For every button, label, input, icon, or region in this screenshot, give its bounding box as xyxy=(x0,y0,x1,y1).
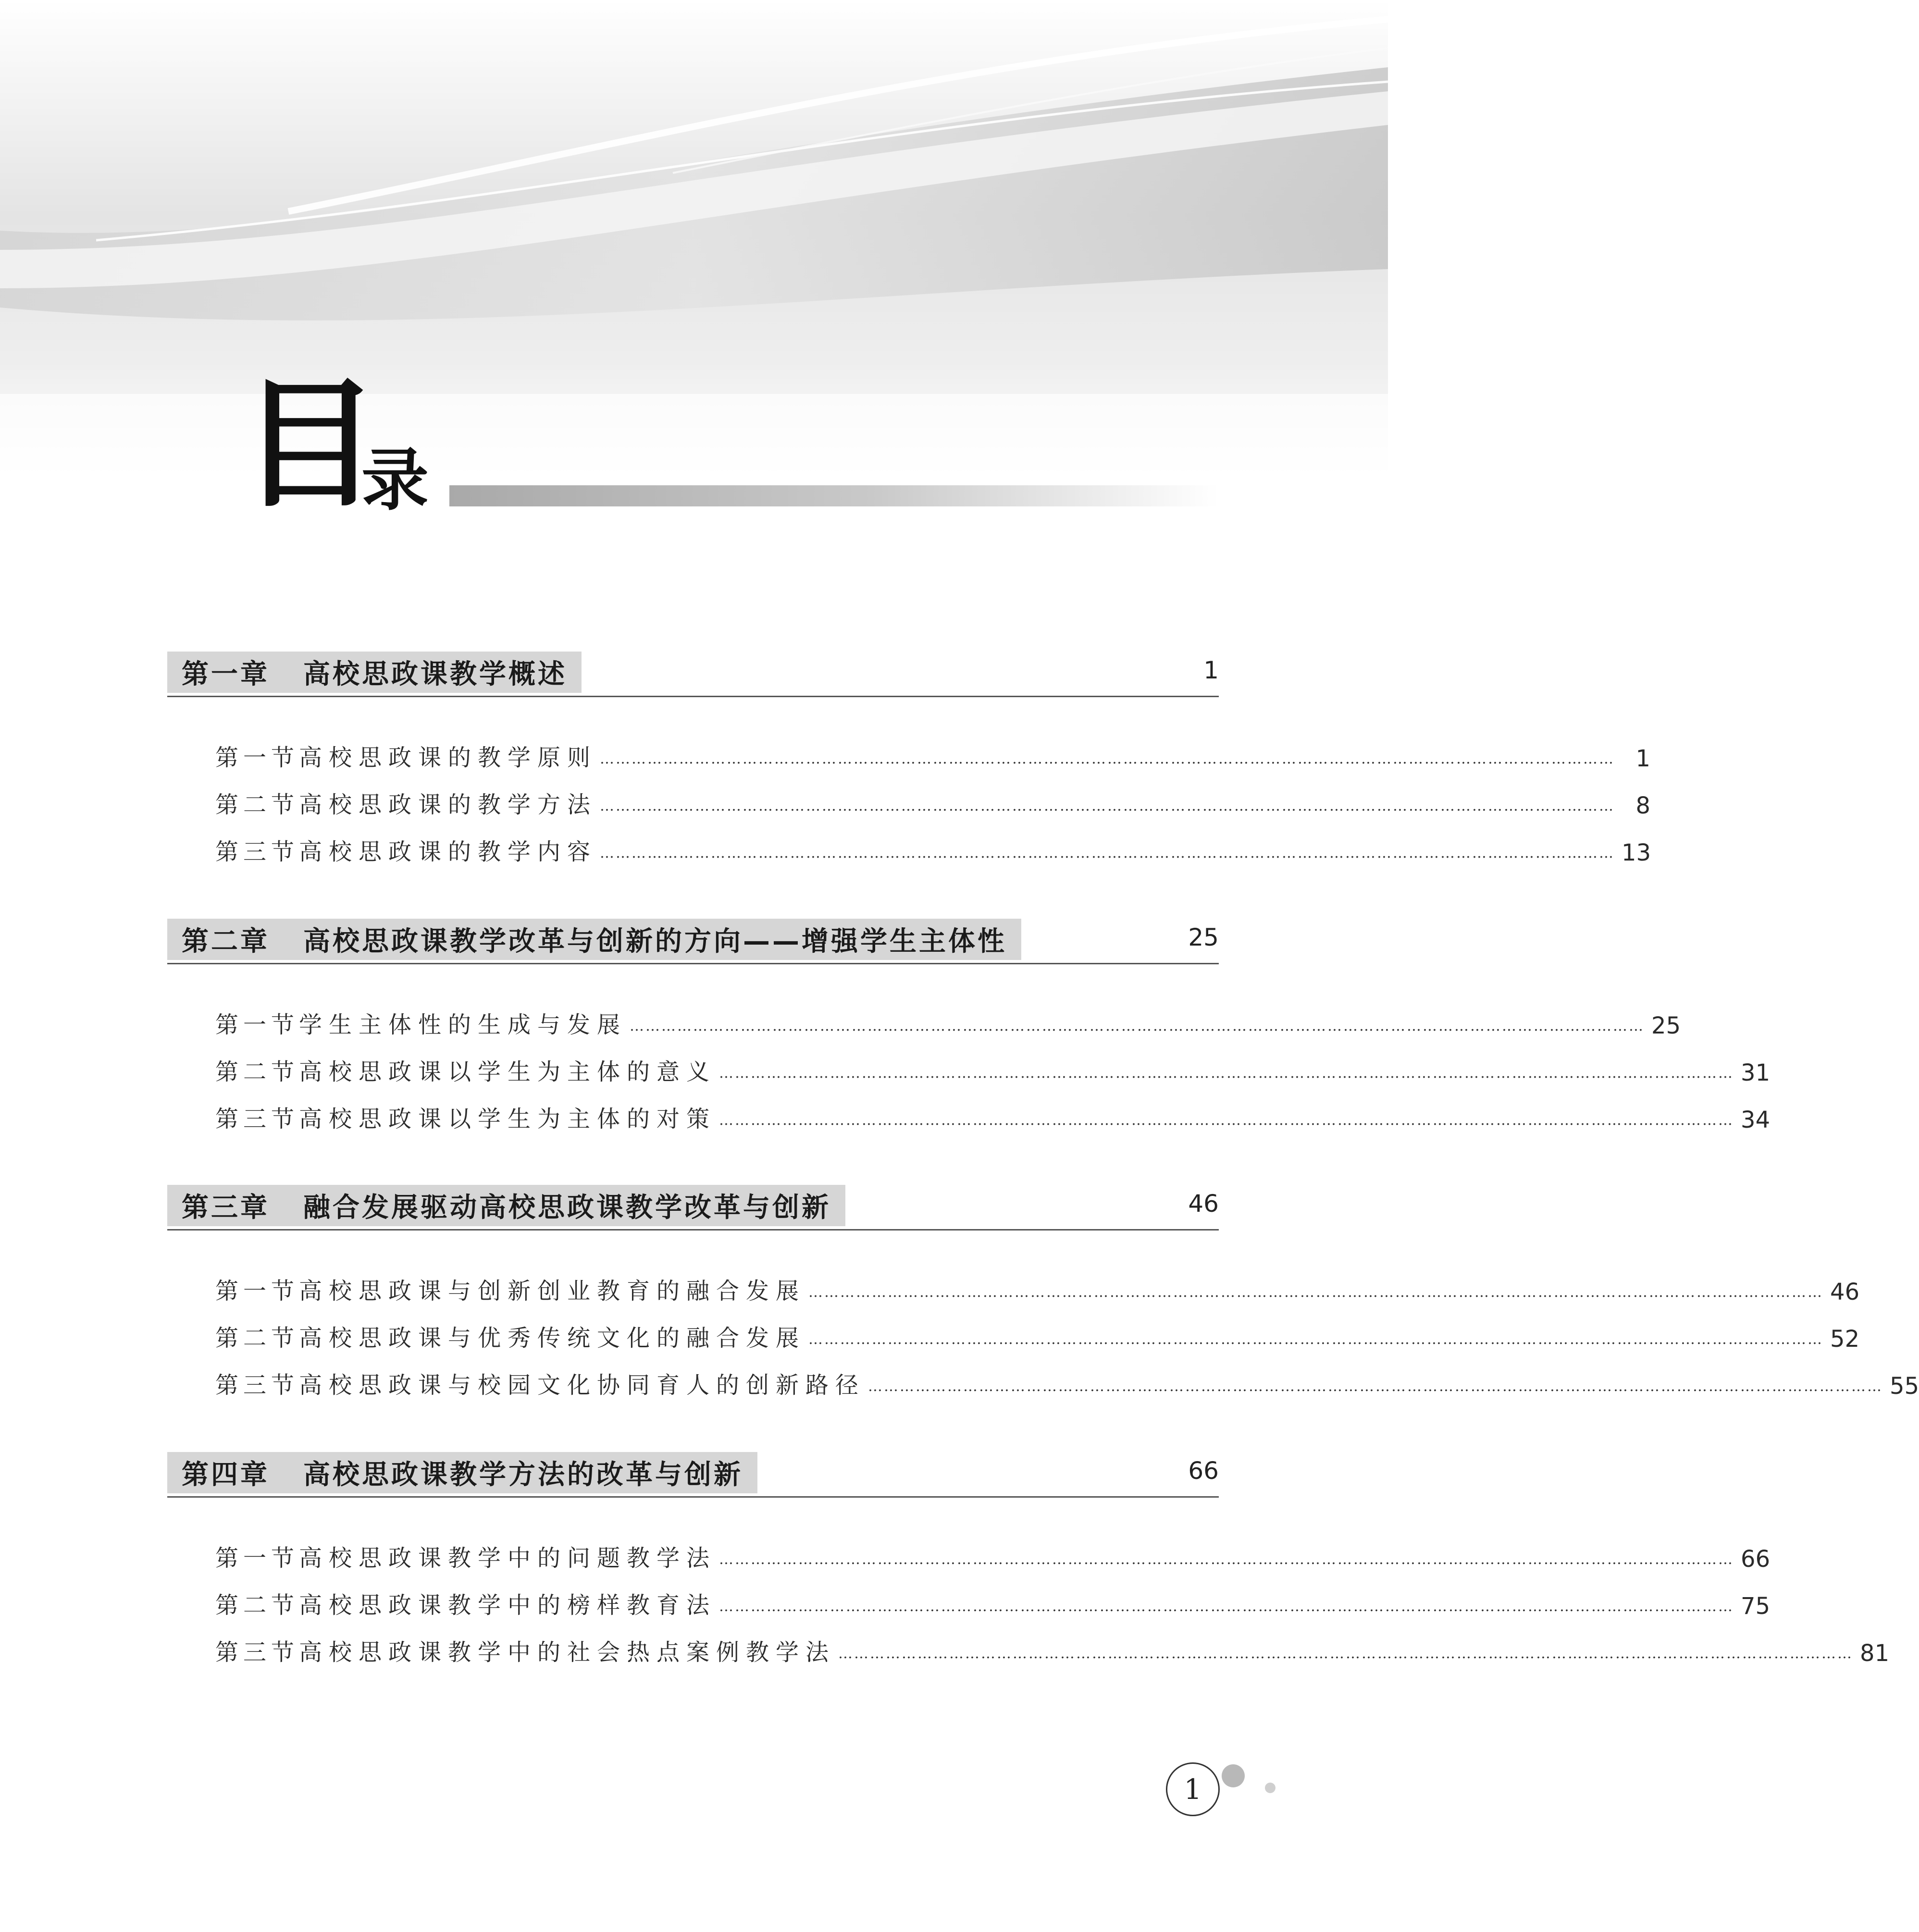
section-title: 高校思政课以学生为主体的意义 xyxy=(299,1058,717,1085)
chapter-label[interactable] xyxy=(167,1185,845,1226)
chapter-page: 66 xyxy=(1188,1457,1219,1485)
toc-entry[interactable] xyxy=(167,1526,1770,1573)
chapter-page: 25 xyxy=(1188,923,1219,951)
section-list xyxy=(167,992,1770,1133)
section-number: 第二节 xyxy=(215,1592,299,1619)
toc-entry[interactable] xyxy=(167,1573,1770,1620)
chapter-title: 高校思政课教学改革与创新的方向——增强学生主体性 xyxy=(303,926,1007,957)
section-page: 25 xyxy=(1651,1012,1681,1039)
chapter-label[interactable] xyxy=(167,652,582,693)
title-underline-bar xyxy=(449,485,1218,506)
toc-entry[interactable] xyxy=(167,1039,1770,1086)
leader-dots: ………………………………………………………………………………………………………………………………………………………………………… xyxy=(808,1331,1824,1348)
section-number: 第三节 xyxy=(215,1372,299,1399)
leader-dots: ………………………………………………………………………………………………………………………………………………………………………… xyxy=(868,1378,1883,1395)
toc-title-sub: 录 xyxy=(361,441,429,520)
section-page: 8 xyxy=(1635,792,1651,819)
toc-entry[interactable] xyxy=(167,725,1651,772)
chapter-label[interactable] xyxy=(167,1452,757,1493)
section-number: 第二节 xyxy=(215,791,299,818)
toc-entry[interactable] xyxy=(167,772,1651,819)
toc-title-main: 目 xyxy=(240,363,380,526)
section-page: 52 xyxy=(1830,1326,1860,1353)
section-page: 55 xyxy=(1890,1373,1919,1400)
toc-entry[interactable] xyxy=(167,1086,1770,1133)
toc-entry[interactable] xyxy=(167,1620,1890,1667)
chapter-4 xyxy=(167,1452,1890,1667)
section-number: 第三节 xyxy=(215,1106,299,1132)
chapter-header xyxy=(167,1452,1219,1498)
chapter-number: 第一章 xyxy=(182,659,270,690)
section-page: 1 xyxy=(1635,745,1651,772)
leader-dots: ………………………………………………………………………………………………………………………………………………………………………… xyxy=(600,798,1615,814)
section-number: 第一节 xyxy=(215,1545,299,1572)
section-page: 75 xyxy=(1741,1593,1770,1620)
section-page: 81 xyxy=(1860,1640,1890,1667)
section-number: 第三节 xyxy=(215,838,299,865)
section-title: 高校思政课与创新创业教育的融合发展 xyxy=(299,1278,806,1304)
leader-dots: ………………………………………………………………………………………………………………………………………………………………………… xyxy=(808,1284,1824,1301)
leader-dots: ………………………………………………………………………………………………………………………………………………………………………… xyxy=(719,1551,1734,1568)
chapter-label[interactable] xyxy=(167,919,1021,960)
page-number-badge: 1 xyxy=(1166,1762,1220,1816)
section-title: 高校思政课的教学内容 xyxy=(299,838,597,865)
section-title: 高校思政课与校园文化协同育人的创新路径 xyxy=(299,1372,866,1399)
chapter-page: 1 xyxy=(1203,656,1219,684)
chapter-header xyxy=(167,652,1219,697)
section-number: 第一节 xyxy=(215,744,299,771)
section-number: 第三节 xyxy=(215,1639,299,1666)
toc-entry[interactable] xyxy=(167,1353,1919,1400)
section-title: 高校思政课教学中的问题教学法 xyxy=(299,1545,717,1572)
section-page: 66 xyxy=(1741,1546,1770,1573)
chapter-title: 高校思政课教学方法的改革与创新 xyxy=(303,1459,743,1490)
section-number: 第二节 xyxy=(215,1058,299,1085)
chapter-title: 融合发展驱动高校思政课教学改革与创新 xyxy=(303,1192,831,1223)
chapter-number: 第三章 xyxy=(182,1192,270,1223)
toc-entry[interactable] xyxy=(167,1305,1860,1353)
leader-dots: ………………………………………………………………………………………………………………………………………………………………………… xyxy=(719,1065,1734,1082)
section-page: 34 xyxy=(1741,1107,1770,1133)
chapter-number: 第四章 xyxy=(182,1459,270,1490)
leader-dots: ………………………………………………………………………………………………………………………………………………………………………… xyxy=(838,1645,1854,1662)
chapter-2 xyxy=(167,919,1770,1133)
chapter-1 xyxy=(167,652,1651,866)
section-title: 高校思政课教学中的榜样教育法 xyxy=(299,1592,717,1619)
toc-entry[interactable] xyxy=(167,992,1681,1039)
section-title: 高校思政课与优秀传统文化的融合发展 xyxy=(299,1325,806,1352)
chapter-title: 高校思政课教学概述 xyxy=(303,659,567,690)
section-number: 第二节 xyxy=(215,1325,299,1352)
leader-dots: ………………………………………………………………………………………………………………………………………………………………………… xyxy=(600,845,1615,861)
section-title: 高校思政课教学中的社会热点案例教学法 xyxy=(299,1639,836,1666)
section-title: 学生主体性的生成与发展 xyxy=(299,1011,627,1038)
leader-dots: ………………………………………………………………………………………………………………………………………………………………………… xyxy=(719,1598,1734,1615)
chapter-3 xyxy=(167,1185,1919,1400)
section-title: 高校思政课的教学原则 xyxy=(299,744,597,771)
section-title: 高校思政课以学生为主体的对策 xyxy=(299,1106,717,1132)
toc-entry[interactable] xyxy=(167,1258,1860,1305)
section-page: 46 xyxy=(1830,1279,1860,1305)
toc-entry[interactable] xyxy=(167,819,1651,866)
section-page: 13 xyxy=(1622,839,1651,866)
section-page: 31 xyxy=(1741,1059,1770,1086)
chapter-number: 第二章 xyxy=(182,926,270,957)
chapter-page: 46 xyxy=(1188,1190,1219,1218)
section-title: 高校思政课的教学方法 xyxy=(299,791,597,818)
decorative-dot-small xyxy=(1265,1783,1275,1793)
decorative-dot-large xyxy=(1222,1764,1245,1787)
section-number: 第一节 xyxy=(215,1278,299,1304)
leader-dots: ………………………………………………………………………………………………………………………………………………………………………… xyxy=(719,1112,1734,1129)
chapter-header xyxy=(167,1185,1219,1231)
section-list xyxy=(167,1258,1919,1400)
leader-dots: ………………………………………………………………………………………………………………………………………………………………………… xyxy=(600,751,1615,767)
chapter-header xyxy=(167,919,1219,964)
leader-dots: ………………………………………………………………………………………………………………………………………………………………………… xyxy=(630,1018,1645,1034)
section-number: 第一节 xyxy=(215,1011,299,1038)
section-list xyxy=(167,1526,1890,1667)
section-list xyxy=(167,725,1651,866)
decorative-banner xyxy=(0,0,1388,480)
